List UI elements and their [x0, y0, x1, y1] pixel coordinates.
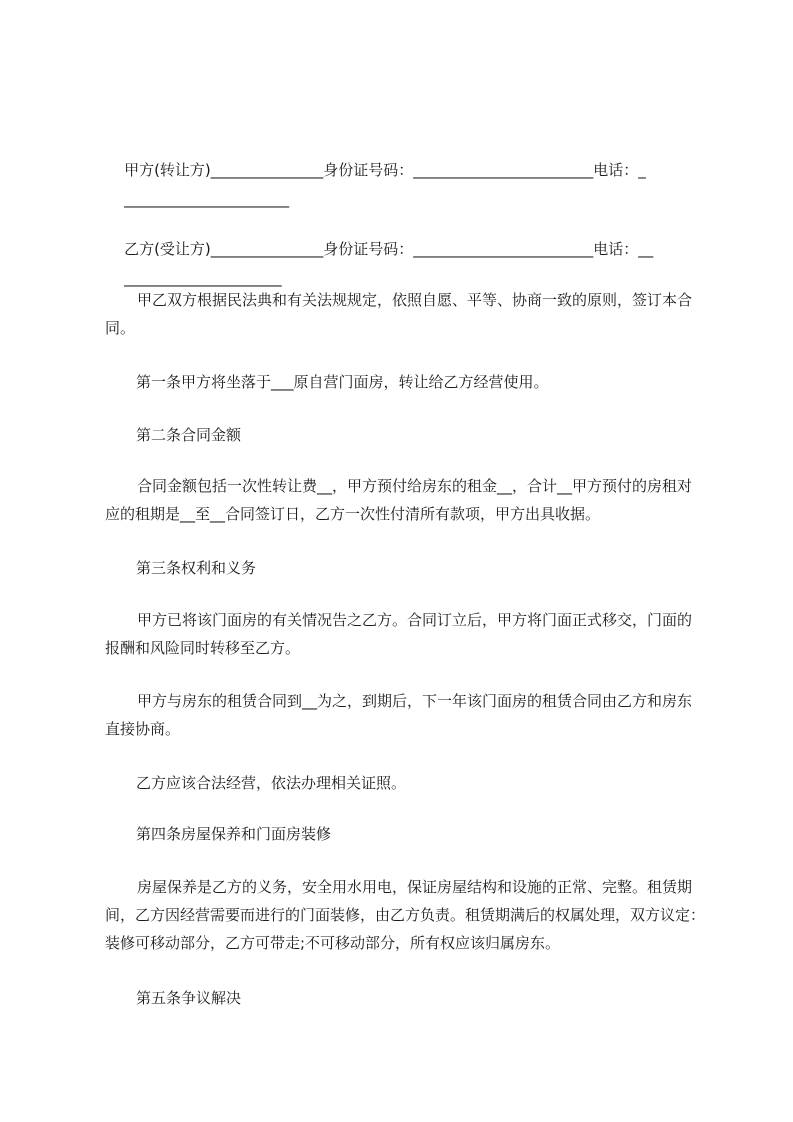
- article-4-title: 第四条房屋保养和门面房装修: [136, 825, 332, 843]
- article-3-title: 第三条权利和义务: [136, 559, 257, 577]
- article-3-paragraph-1: 甲方已将该门面房的有关情况告之乙方。合同订立后，甲方将门面正式移交，门面的报酬和风险同时转移至乙方。: [105, 611, 693, 657]
- article-2-title: 第二条合同金额: [136, 426, 242, 444]
- party-b-text-continued: _____________________: [124, 269, 282, 287]
- preamble-paragraph: 甲乙双方根据民法典和有关法规规定，依照自愿、平等、协商一致的原则，签订本合同。: [105, 291, 693, 337]
- article-1: 第一条甲方将坐落于___原自营门面房，转让给乙方经营使用。: [136, 373, 549, 391]
- article-3-paragraph-3: 乙方应该合法经营，依法办理相关证照。: [136, 774, 407, 792]
- article-3-paragraph-2: 甲方与房东的租赁合同到__为之，到期后，下一年该门面房的租赁合同由乙方和房东直接协商。: [105, 692, 693, 738]
- article-2-body: 合同金额包括一次性转让费__，甲方预付给房东的租金__，合计__甲方预付的房租对应的租期是__至__合同签订日，乙方一次性付清所有款项，甲方出具收据。: [105, 477, 693, 523]
- article-5-title: 第五条争议解决: [136, 989, 242, 1007]
- party-a-text-continued: ______________________: [124, 190, 290, 208]
- party-b-text: 乙方(受让方)_______________身份证号码：________________________电话：__: [124, 240, 654, 258]
- article-4-body: 房屋保养是乙方的义务，安全用水用电，保证房屋结构和设施的正常、完整。租赁期间，乙方因经营需要而进行的门面装修，由乙方负责。租赁期满后的权属处理，双方议定：装修可移动部分，乙方可带走;不可移动部分，所有权应该归属房东。: [105, 878, 706, 952]
- party-a-text: 甲方(转让方)_______________身份证号码：________________________电话：_: [124, 161, 646, 179]
